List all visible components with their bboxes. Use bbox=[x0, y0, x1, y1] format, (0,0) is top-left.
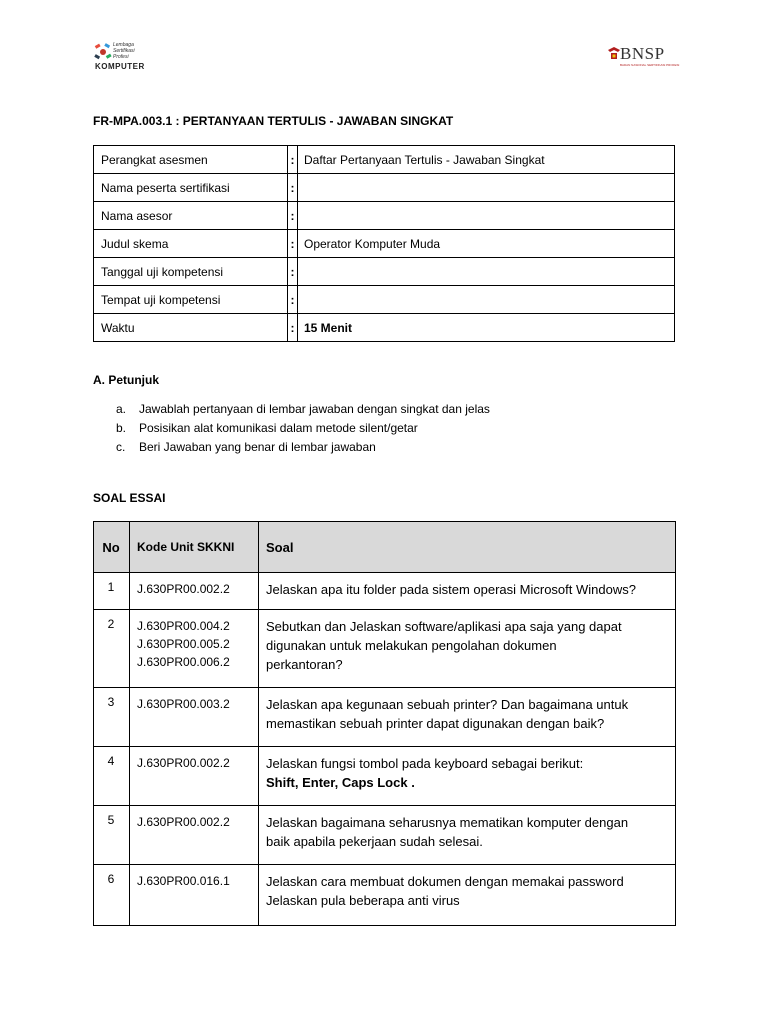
kode-unit: J.630PR00.002.2 bbox=[137, 582, 230, 596]
kode-unit: J.630PR00.006.2 bbox=[137, 655, 230, 669]
info-label: Waktu bbox=[94, 314, 288, 342]
info-separator: : bbox=[288, 202, 298, 230]
table-row bbox=[94, 747, 676, 806]
petunjuk-list bbox=[116, 402, 490, 459]
info-separator: : bbox=[288, 314, 298, 342]
soal-no: 2 bbox=[94, 610, 130, 688]
table-row bbox=[94, 806, 676, 865]
soal-text bbox=[259, 747, 676, 806]
info-label: Tempat uji kompetensi bbox=[94, 286, 288, 314]
soal-no: 4 bbox=[94, 747, 130, 806]
info-value bbox=[298, 286, 675, 314]
lsp-logo-name: KOMPUTER bbox=[95, 62, 145, 71]
soal-heading: SOAL ESSAI bbox=[93, 491, 166, 505]
bnsp-logo-subtitle: BADAN NASIONAL SERTIFIKASI PROFESI bbox=[620, 63, 680, 67]
soal-kode bbox=[130, 610, 259, 688]
soal-line: Jelaskan cara membuat dokumen dengan memakai password bbox=[266, 874, 624, 889]
soal-text bbox=[259, 573, 676, 610]
soal-line: Jelaskan pula beberapa anti virus bbox=[266, 893, 460, 908]
table-row bbox=[94, 688, 676, 747]
info-separator: : bbox=[288, 174, 298, 202]
column-header-no: No bbox=[94, 522, 130, 573]
soal-line: Sebutkan dan Jelaskan software/aplikasi apa saja yang dapat bbox=[266, 619, 622, 634]
lsp-komputer-logo bbox=[93, 40, 143, 74]
info-value bbox=[298, 174, 675, 202]
table-row bbox=[94, 865, 676, 926]
info-row bbox=[94, 174, 675, 202]
list-text: Jawablah pertanyaan di lembar jawaban dengan singkat dan jelas bbox=[139, 402, 490, 416]
kode-unit: J.630PR00.002.2 bbox=[137, 815, 230, 829]
soal-line: Jelaskan apa kegunaan sebuah printer? Dan bagaimana untuk bbox=[266, 697, 629, 712]
soal-line: Jelaskan apa itu folder pada sistem operasi Microsoft Windows? bbox=[266, 582, 636, 597]
list-text: Posisikan alat komunikasi dalam metode silent/getar bbox=[139, 421, 418, 435]
soal-line: digunakan untuk melakukan pengolahan dokumen bbox=[266, 638, 557, 653]
info-row bbox=[94, 146, 675, 174]
soal-text bbox=[259, 610, 676, 688]
lsp-emblem-icon bbox=[93, 42, 113, 62]
soal-text bbox=[259, 806, 676, 865]
kode-unit: J.630PR00.016.1 bbox=[137, 874, 230, 888]
info-row bbox=[94, 258, 675, 286]
soal-kode bbox=[130, 747, 259, 806]
info-label: Nama asesor bbox=[94, 202, 288, 230]
lsp-logo-text: Lembaga Sertifikasi Profesi bbox=[113, 42, 135, 60]
soal-text bbox=[259, 865, 676, 926]
info-value: 15 Menit bbox=[298, 314, 675, 342]
list-item bbox=[116, 421, 490, 440]
soal-text bbox=[259, 688, 676, 747]
soal-line: perkantoran? bbox=[266, 657, 343, 672]
info-row bbox=[94, 230, 675, 258]
info-separator: : bbox=[288, 230, 298, 258]
soal-kode bbox=[130, 806, 259, 865]
info-row bbox=[94, 202, 675, 230]
info-separator: : bbox=[288, 258, 298, 286]
list-item bbox=[116, 440, 490, 459]
soal-table bbox=[93, 521, 676, 926]
info-value: Daftar Pertanyaan Tertulis - Jawaban Singkat bbox=[298, 146, 675, 174]
info-value bbox=[298, 202, 675, 230]
bnsp-logo bbox=[606, 44, 680, 70]
info-table bbox=[93, 145, 675, 342]
table-row bbox=[94, 610, 676, 688]
info-row bbox=[94, 314, 675, 342]
soal-kode bbox=[130, 688, 259, 747]
list-item bbox=[116, 402, 490, 421]
info-label: Perangkat asesmen bbox=[94, 146, 288, 174]
soal-line: memastikan sebuah printer dapat digunakan dengan baik? bbox=[266, 716, 605, 731]
list-marker: c. bbox=[116, 440, 126, 454]
column-header-soal: Soal bbox=[259, 522, 676, 573]
info-label: Judul skema bbox=[94, 230, 288, 258]
table-row bbox=[94, 573, 676, 610]
soal-line: Jelaskan bagaimana seharusnya mematikan komputer dengan bbox=[266, 815, 629, 830]
soal-no: 6 bbox=[94, 865, 130, 926]
soal-line: Jelaskan fungsi tombol pada keyboard sebagai berikut: bbox=[266, 756, 584, 771]
petunjuk-heading: A. Petunjuk bbox=[93, 373, 160, 387]
soal-line: baik apabila pekerjaan sudah selesai. bbox=[266, 834, 483, 849]
info-separator: : bbox=[288, 286, 298, 314]
kode-unit: J.630PR00.004.2 bbox=[137, 619, 230, 633]
soal-no: 5 bbox=[94, 806, 130, 865]
info-separator: : bbox=[288, 146, 298, 174]
soal-kode bbox=[130, 573, 259, 610]
list-marker: b. bbox=[116, 421, 127, 435]
list-marker: a. bbox=[116, 402, 127, 416]
bnsp-logo-name: BNSP bbox=[620, 44, 665, 63]
soal-keys: Shift, Enter, Caps Lock . bbox=[266, 775, 415, 790]
soal-no: 1 bbox=[94, 573, 130, 610]
document-title: FR-MPA.003.1 : PERTANYAAN TERTULIS - JAWABAN SINGKAT bbox=[93, 114, 454, 128]
kode-unit: J.630PR00.005.2 bbox=[137, 637, 230, 651]
info-value: Operator Komputer Muda bbox=[298, 230, 675, 258]
soal-header-row bbox=[94, 522, 676, 573]
info-row bbox=[94, 286, 675, 314]
soal-no: 3 bbox=[94, 688, 130, 747]
column-header-kode: Kode Unit SKKNI bbox=[130, 522, 259, 573]
kode-unit: J.630PR00.002.2 bbox=[137, 756, 230, 770]
info-value bbox=[298, 258, 675, 286]
info-label: Nama peserta sertifikasi bbox=[94, 174, 288, 202]
info-label: Tanggal uji kompetensi bbox=[94, 258, 288, 286]
soal-kode bbox=[130, 865, 259, 926]
kode-unit: J.630PR00.003.2 bbox=[137, 697, 230, 711]
list-text: Beri Jawaban yang benar di lembar jawaban bbox=[139, 440, 376, 454]
